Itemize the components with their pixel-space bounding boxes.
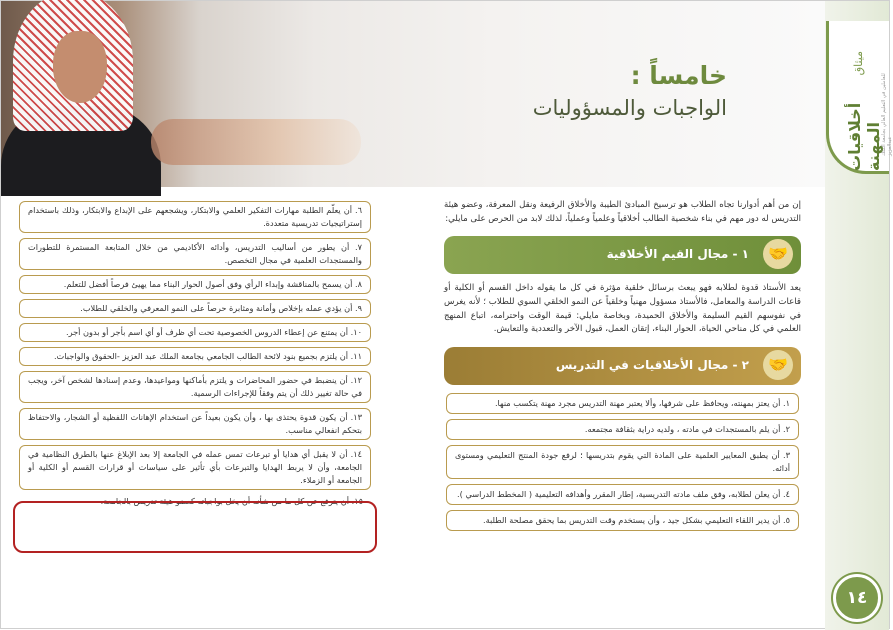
list-item: ٨. أن يسمح بالمناقشة وإبداء الرأي وفق أصول الحوار البناء مما يهيئ فرصاً أفضل للتعلم. [19, 275, 371, 294]
section-header-values [444, 236, 801, 274]
values-paragraph: يعد الأستاذ قدوة لطلابه فهو يبعث برسائل خلقية مؤثرة في كل ما يقوله داخل القسم أو الكلية أو قاعات الدراسة والمعامل، فالأستاذ مسؤول مهنياً وخلقياً عن النمو الخلقي السوي للطلاب ؛ لأنه يغرس في نفوسهم القيم السليمة والأخلاق الحميدة، وبخاصة مايلي: قيمة الوقت واحترامه، اتباع المنهج العلمي في كل مناحي الحياة، الحوار البناء، إتقان العمل، قبول الآخر والتعددية والتعايش. [444, 283, 801, 335]
section-title: الواجبات والمسؤوليات [532, 96, 727, 120]
brand-title-small: ميثاق [852, 51, 865, 76]
brand-note: للعاملين في التعليم العالي بجامعة الملك عبدالعزيز [881, 73, 893, 156]
list-item: ١١. أن يلتزم بجميع بنود لائحة الطالب الجامعي بجامعة الملك عبد العزيز -الحقوق والواجبات. [19, 347, 371, 366]
section-title-values: ١ - مجال القيم الأخلاقية [606, 247, 749, 261]
list-item: ٩. أن يؤدي عمله بإخلاص وأمانة ومثابرة حرصاً على النمو المعرفي والخلقي للطلاب. [19, 299, 371, 318]
list-item: ١٠. أن يمتنع عن إعطاء الدروس الخصوصية تحت أي ظرف أو أي اسم بأجر أو بدون أجر. [19, 323, 371, 342]
list-item: ١٢. أن ينضبط في حضور المحاضرات و يلتزم بأماكنها ومواعيدها، وعدم إسنادها لشخص آخر، ويجب في حالة تغيير ذلك أن يتم وفقاً للإجراءات الرسمية. [19, 371, 371, 403]
intro-paragraph: إن من أهم أدوارنا تجاه الطلاب هو ترسيخ المبادئ الطيبة والأخلاق الرفيعة ونقل المعرفة، وعضو هيئة التدريس له دور مهم في بناء شخصية الطالب أخلاقياً وعلمياً وعملياً، لذلك لابد من الحرص على مايلي: [444, 200, 801, 224]
handshake-shape [151, 119, 361, 165]
brand-tab [826, 21, 893, 174]
section-headline [533, 61, 727, 120]
list-item: ٢. أن يلم بالمستجدات في مادته ، ولديه دراية بثقافة مجتمعه. [446, 419, 799, 440]
list-item: ١. أن يعتز بمهنته، ويحافظ على شرفها، وألا يعتبر مهنة التدريس مجرد مهنة يتكسب منها. [446, 393, 799, 414]
right-column [444, 198, 801, 536]
list-item-highlighted: ١٤. أن لا يقبل أي هدايا أو تبرعات تمس عمله في الجامعة إلا بعد الإبلاغ عنها بالطرق النظامية في الجامعة، وأن لا يربط الهدايا والتبرعات بأي تأثير على سياسات أو قرارات القسم أو الكلية أو الجامعة أو الزملاء. [19, 445, 371, 490]
brand-title-big: أخلاقيات المهنة [845, 102, 883, 171]
section-number: خامساً : [630, 61, 727, 90]
section-header-teaching [444, 347, 801, 385]
side-tab [825, 1, 893, 630]
handshake-icon: 🤝 [763, 239, 793, 269]
man-face-shape [53, 31, 107, 103]
list-item-last: ١٥. أن يترفع عن كل ما من شأنه أن يخل بواجباته كعضو هيئة تدريس بالجامعة. [100, 496, 363, 506]
list-item: ٧. أن يطور من أساليب التدريس، وأدائه الأكاديمي من خلال المتابعة المستمرة للتطورات والمستجدات العلمية في مجال التخصص. [19, 238, 371, 270]
list-item: ٦. أن يعلّم الطلبة مهارات التفكير العلمي والابتكار، ويشجعهم على الإبداع والابتكار، وذلك باستخدام إستراتيجيات تدريسية متعددة. [19, 201, 371, 233]
page-number-badge: ١٤ [833, 574, 881, 622]
handshake-icon: 🤝 [763, 350, 793, 380]
section-title-teaching: ٢ - مجال الأخلاقيات في التدريس [555, 358, 749, 373]
red-highlight-outline [13, 501, 377, 553]
left-column [19, 201, 371, 508]
list-item: ٥. أن يدير اللقاء التعليمي بشكل جيد ، وأن يستخدم وقت التدريس بما يحقق مصلحة الطلبة. [446, 510, 799, 531]
list-item: ٣. أن يطبق المعايير العلمية على المادة التي يقوم بتدريسها ؛ لرفع جودة المنتج التعليمي ومستوى أدائه. [446, 445, 799, 479]
list-item: ٤. أن يعلن لطلابه، وفق ملف مادته التدريسية، إطار المقرر وأهدافه التعليمية ( المخطط الدراسي ). [446, 484, 799, 505]
list-item: ١٣. أن يكون قدوة يحتذى بها ، وأن يكون بعيداً عن استخدام الإهانات اللفظية أو الشجار، والاحتفاظ بتحكم انفعالي مناسب. [19, 408, 371, 440]
header-photo [1, 1, 827, 187]
